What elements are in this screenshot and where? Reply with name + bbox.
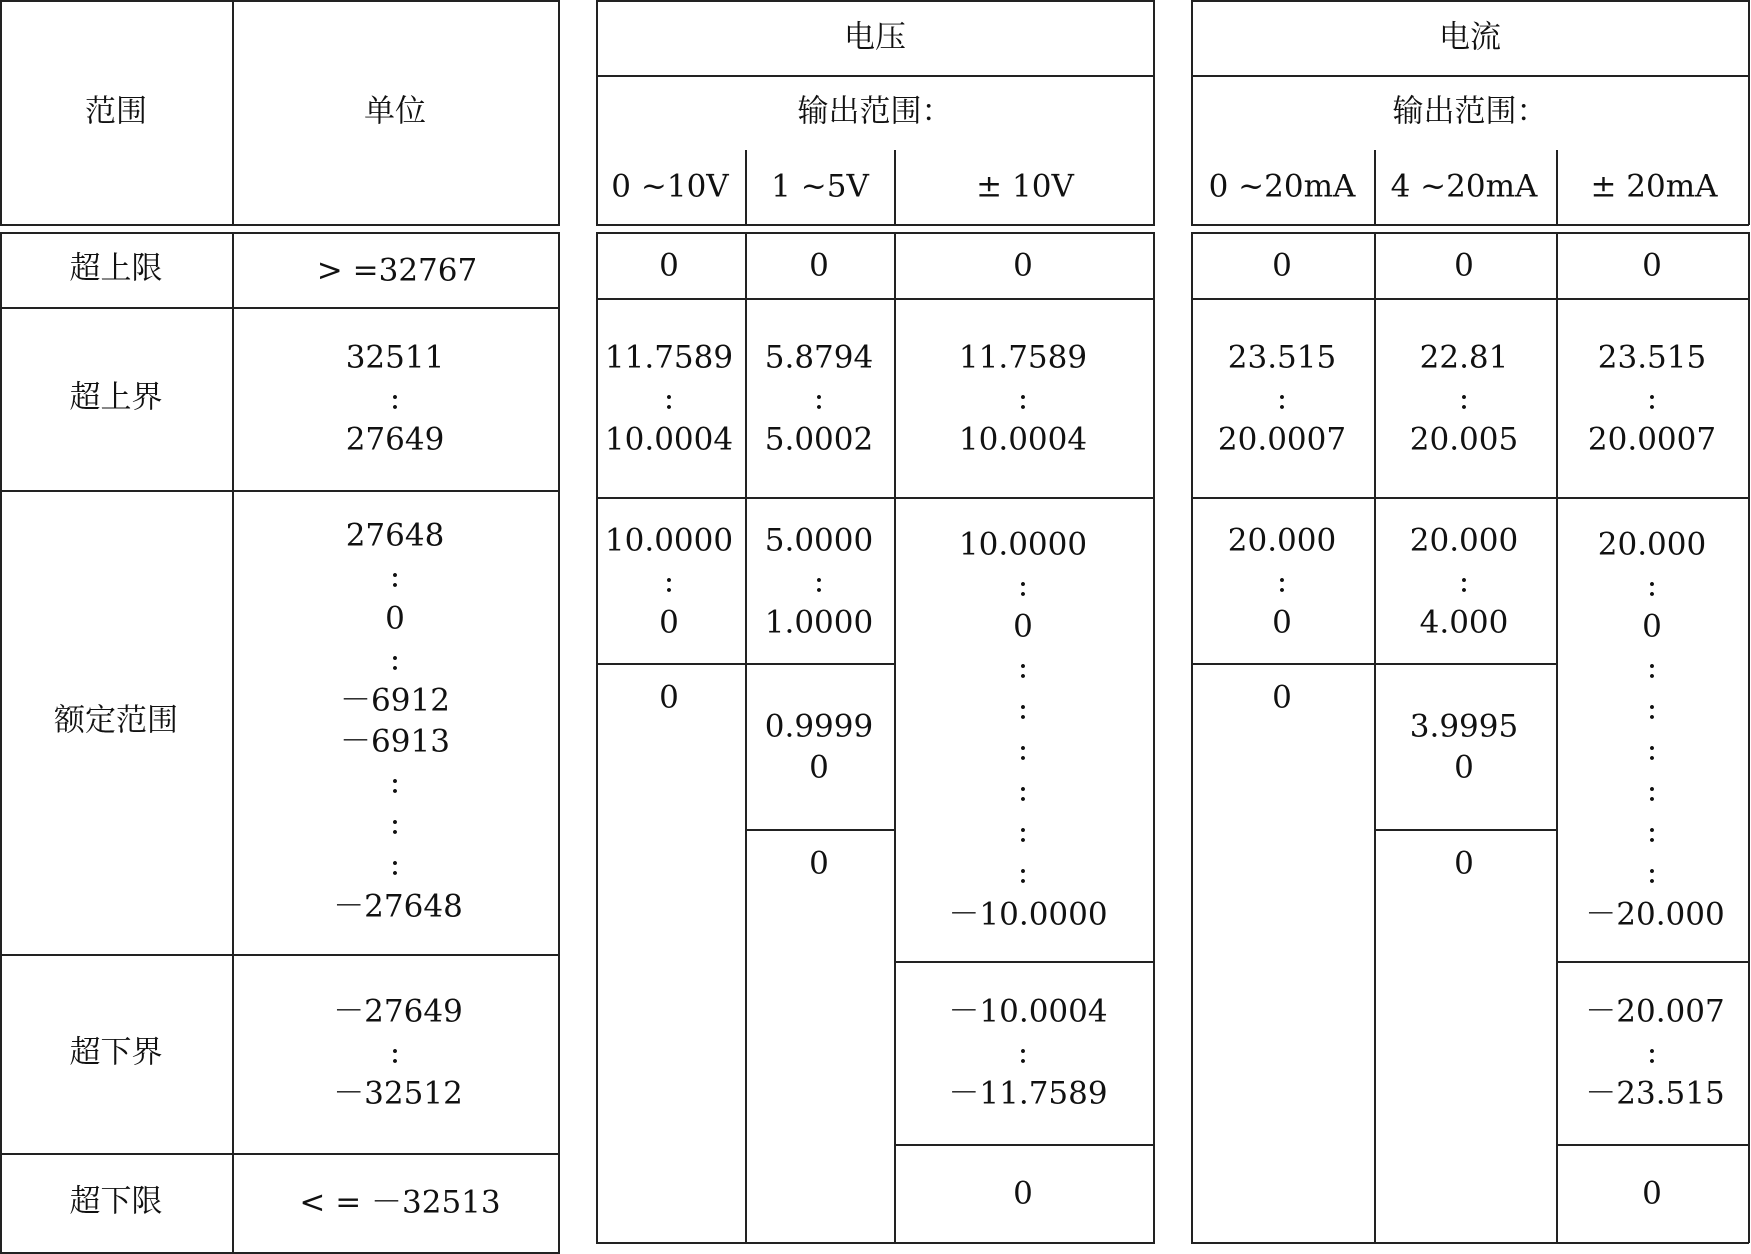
cell-dots: : (663, 563, 675, 600)
cell-dots: : (663, 380, 675, 417)
cell-value: 23.515 (1597, 339, 1707, 376)
cell-dots: : (1646, 772, 1658, 809)
cell-dots: : (1646, 690, 1658, 727)
unit-value: －32512 (333, 1075, 463, 1112)
cell-dots: : (1276, 380, 1288, 417)
unit-value: 32511 (345, 339, 445, 376)
voltage-output-range-label: 输出范围： (797, 93, 953, 130)
current-col-4-20ma: 4 ~20mA (1390, 168, 1538, 205)
unit-dots: : (389, 1034, 401, 1071)
cell-value: 11.7589 (958, 339, 1088, 376)
cell-value: 0 (1272, 679, 1292, 716)
cell-value: 10.0000 (604, 522, 734, 559)
row-label-rated-range: 额定范围 (54, 702, 178, 739)
cell-dots: : (813, 380, 825, 417)
cell-dots: : (1017, 1034, 1029, 1071)
cell-dots: : (1646, 567, 1658, 604)
cell-value: 5.0000 (764, 522, 874, 559)
unit-dots: : (389, 641, 401, 678)
voltage-col-pm10v: ± 10V (976, 168, 1074, 205)
unit-value: －6913 (340, 723, 450, 760)
cell-value: 0 (1272, 247, 1292, 284)
unit-value: 0 (385, 600, 405, 637)
cell-value: －23.515 (1585, 1075, 1725, 1112)
cell-value: 0.9999 (764, 708, 874, 745)
cell-value: －10.0004 (948, 993, 1108, 1030)
cell-dots: : (1017, 813, 1029, 850)
cell-value: 20.000 (1409, 522, 1519, 559)
cell-dots: : (1458, 380, 1470, 417)
unit-over-limit: > =32767 (316, 252, 478, 289)
current-title: 电流 (1439, 19, 1501, 56)
cell-value: 23.515 (1227, 339, 1337, 376)
range-header: 范围 (85, 93, 147, 130)
cell-value: 20.005 (1409, 421, 1519, 458)
cell-value: 5.0002 (764, 421, 874, 458)
cell-dots: : (1646, 854, 1658, 891)
cell-value: 10.0004 (958, 421, 1088, 458)
cell-value: 4.000 (1419, 604, 1509, 641)
unit-value: －6912 (340, 682, 450, 719)
current-col-0-20ma: 0 ~20mA (1208, 168, 1356, 205)
cell-dots: : (1646, 1034, 1658, 1071)
unit-header: 单位 (364, 93, 426, 130)
cell-value: 0 (1642, 1175, 1662, 1212)
cell-value: 11.7589 (604, 339, 734, 376)
row-label-under-bound: 超下界 (69, 1034, 163, 1071)
cell-value: 0 (659, 604, 679, 641)
cell-value: 20.0007 (1217, 421, 1347, 458)
cell-value: 1.0000 (764, 604, 874, 641)
voltage-col-1-5v: 1 ~5V (771, 168, 869, 205)
cell-dots: : (1017, 567, 1029, 604)
cell-value: 0 (1013, 1175, 1033, 1212)
cell-dots: : (1276, 563, 1288, 600)
unit-value: －27649 (333, 993, 463, 1030)
unit-dots: : (389, 380, 401, 417)
cell-value: 10.0004 (604, 421, 734, 458)
cell-dots: : (1017, 690, 1029, 727)
cell-value: 0 (1454, 749, 1474, 786)
row-label-over-bound: 超上界 (69, 379, 163, 416)
cell-dots: : (1017, 772, 1029, 809)
unit-dots: : (389, 558, 401, 595)
cell-value: 0 (1272, 604, 1292, 641)
unit-under-limit: < = －32513 (299, 1184, 501, 1221)
cell-value: 0 (659, 679, 679, 716)
cell-value: 0 (1454, 845, 1474, 882)
cell-dots: : (1646, 380, 1658, 417)
unit-value: 27648 (345, 517, 445, 554)
unit-dots: : (389, 846, 401, 883)
cell-value: 0 (1454, 247, 1474, 284)
cell-value: －20.000 (1585, 896, 1725, 933)
cell-value: 0 (659, 247, 679, 284)
cell-value: 22.81 (1419, 339, 1509, 376)
cell-dots: : (813, 563, 825, 600)
cell-value: 0 (809, 247, 829, 284)
unit-value: －27648 (333, 888, 463, 925)
row-label-under-limit: 超下限 (69, 1183, 163, 1220)
voltage-title: 电压 (844, 19, 906, 56)
unit-value: 27649 (345, 421, 445, 458)
current-col-pm20ma: ± 20mA (1590, 168, 1718, 205)
cell-value: 20.000 (1597, 526, 1707, 563)
cell-value: 0 (1642, 247, 1662, 284)
cell-dots: : (1646, 649, 1658, 686)
cell-dots: : (1017, 649, 1029, 686)
cell-value: －10.0000 (948, 896, 1108, 933)
cell-value: 3.9995 (1409, 708, 1519, 745)
cell-value: －20.007 (1585, 993, 1725, 1030)
cell-value: 0 (1642, 608, 1662, 645)
cell-dots: : (1017, 731, 1029, 768)
cell-value: 10.0000 (958, 526, 1088, 563)
cell-dots: : (1646, 813, 1658, 850)
cell-value: 0 (1013, 247, 1033, 284)
cell-value: －11.7589 (948, 1075, 1108, 1112)
current-output-range-label: 输出范围： (1392, 93, 1548, 130)
cell-dots: : (1646, 731, 1658, 768)
row-label-over-limit: 超上限 (69, 250, 163, 287)
cell-value: 0 (809, 845, 829, 882)
voltage-col-0-10v: 0 ~10V (611, 168, 729, 205)
cell-dots: : (1458, 563, 1470, 600)
unit-dots: : (389, 805, 401, 842)
cell-dots: : (1017, 380, 1029, 417)
cell-value: 0 (809, 749, 829, 786)
unit-dots: : (389, 764, 401, 801)
cell-value: 20.0007 (1587, 421, 1717, 458)
cell-value: 0 (1013, 608, 1033, 645)
cell-value: 20.000 (1227, 522, 1337, 559)
cell-dots: : (1017, 854, 1029, 891)
cell-value: 5.8794 (764, 339, 874, 376)
